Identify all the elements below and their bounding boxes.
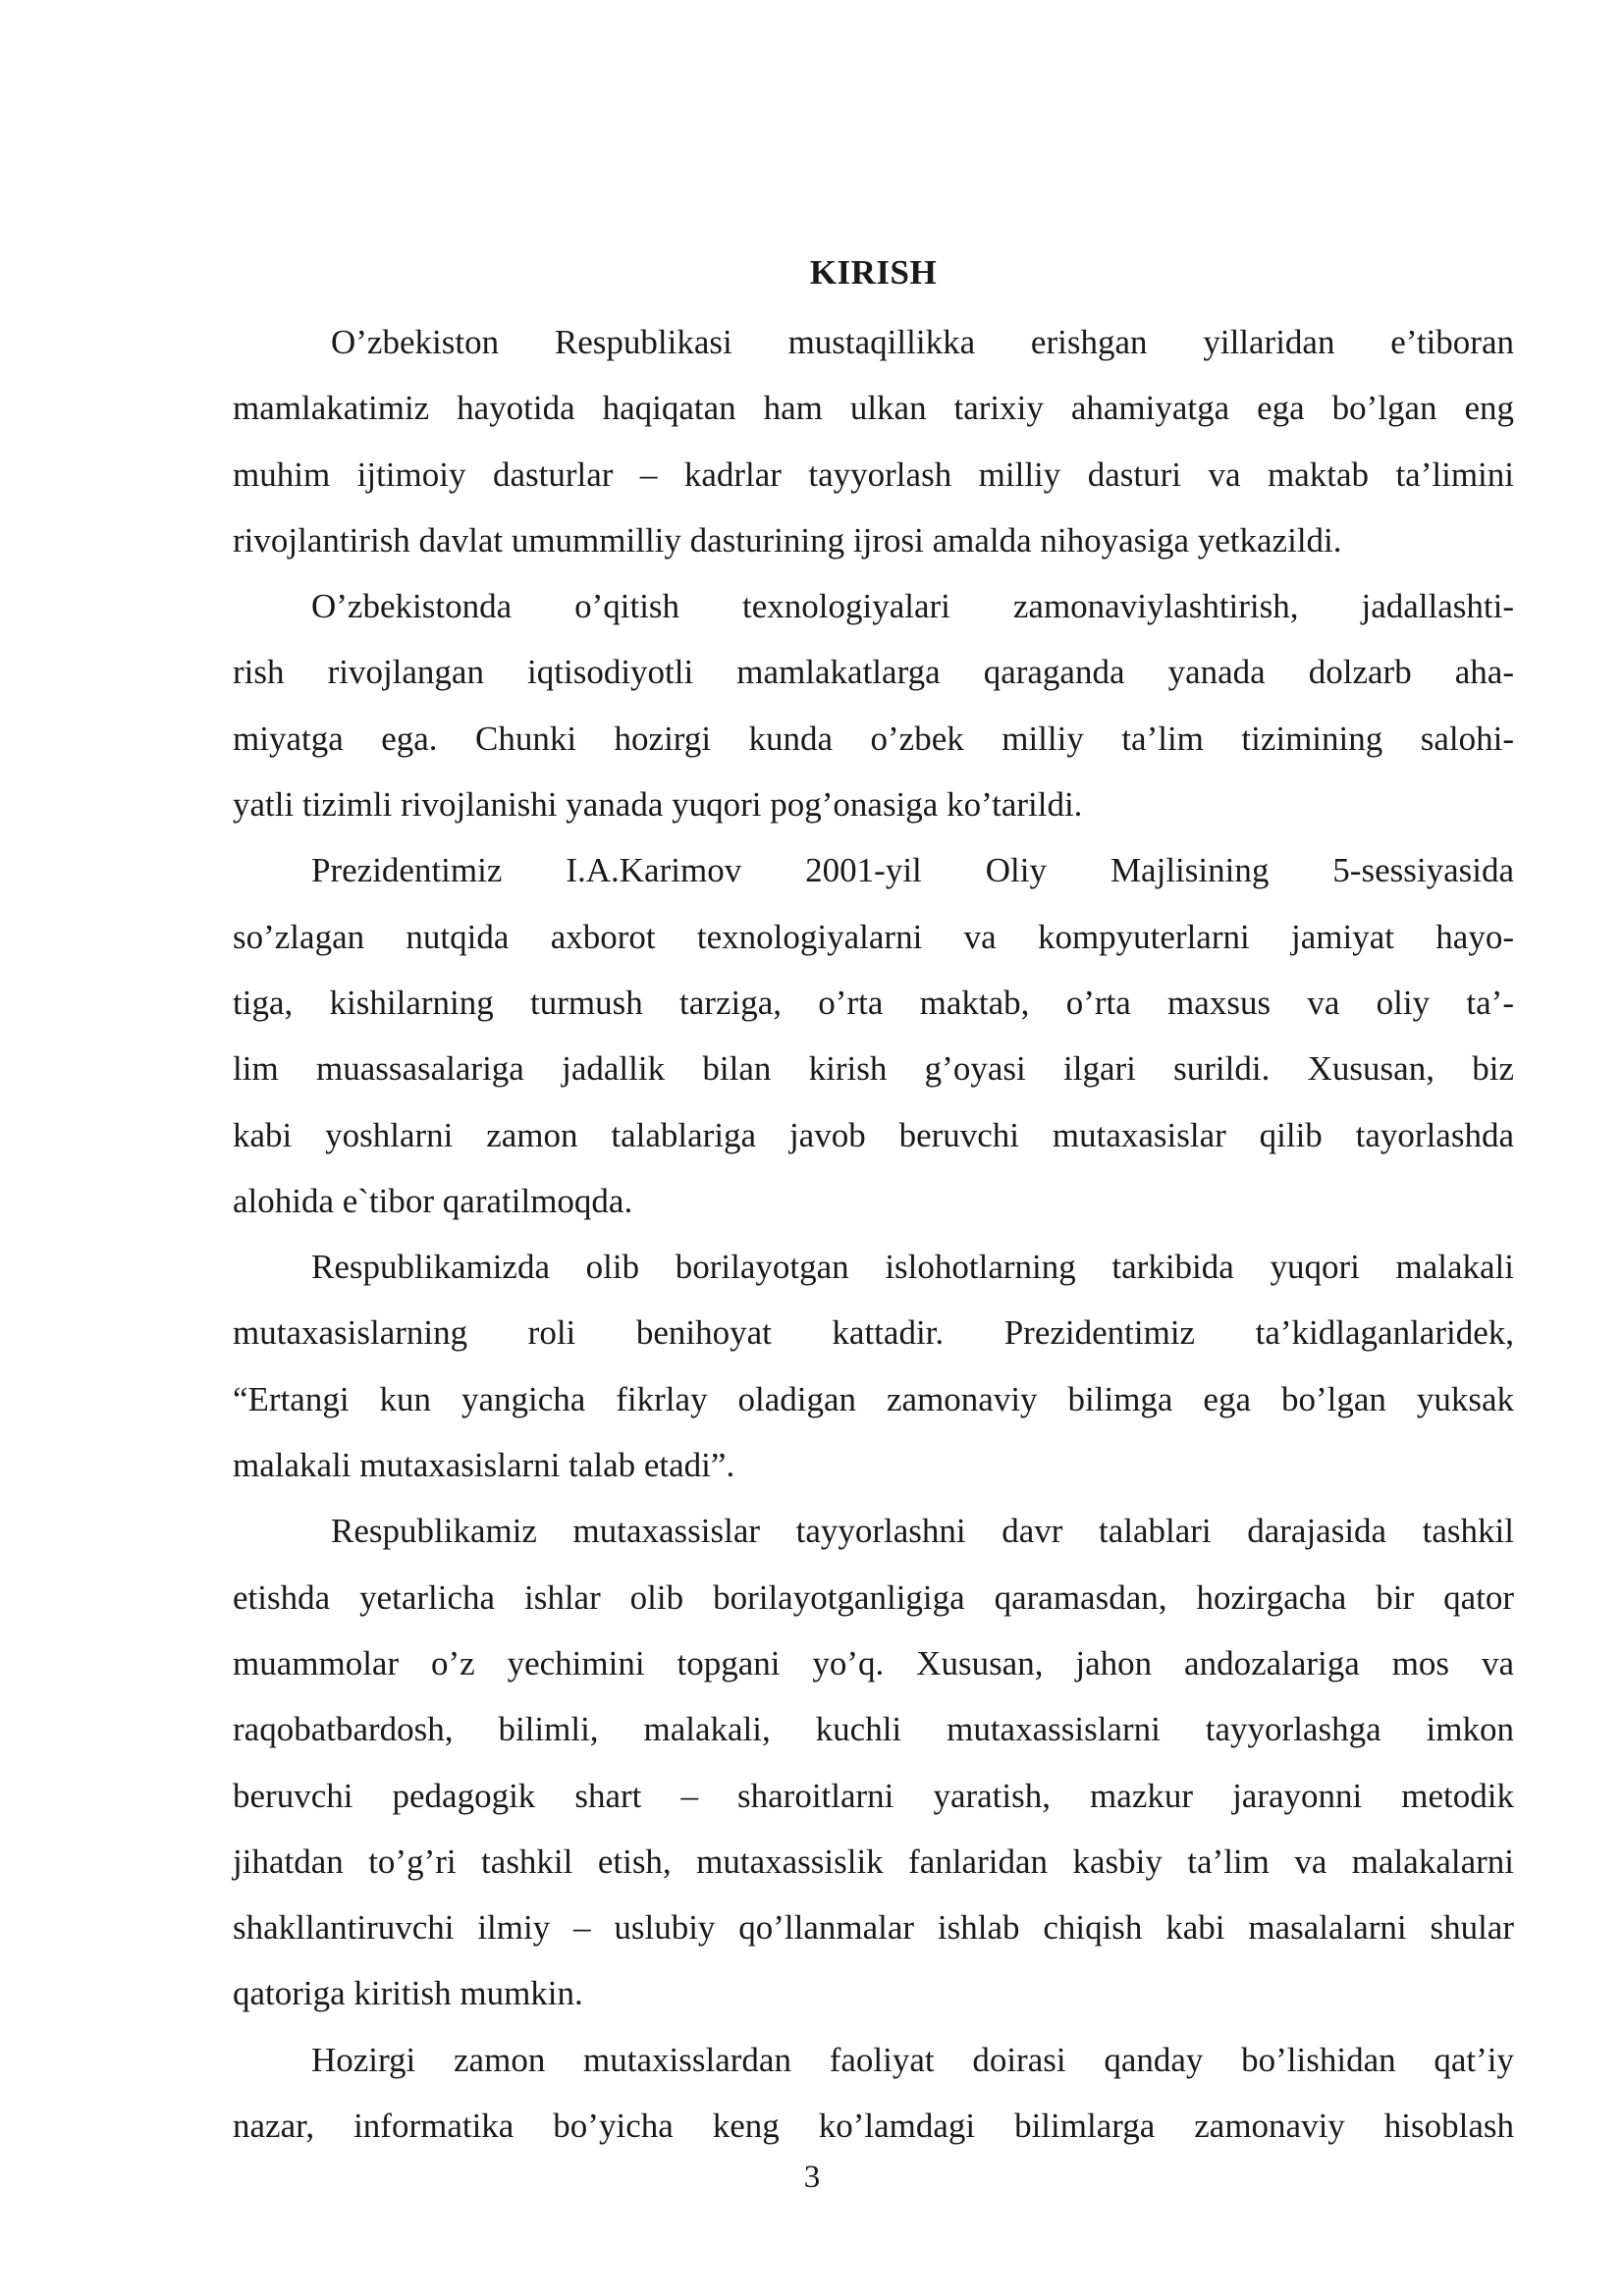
paragraph — [233, 309, 1514, 573]
text-line: Prezidentimiz I.A.Karimov 2001-yil Oliy Majlisining 5-sessiyasida — [311, 851, 1514, 890]
document-page — [233, 245, 1514, 2159]
text-line: Respublikamiz mutaxassislar tayyorlashni davr talablari darajasida tashkil — [331, 1512, 1514, 1551]
text-line: O’zbekistonda o’qitish texnologiyalari zamonaviylashtirish, jadallashti- — [311, 587, 1514, 626]
paragraph — [233, 1234, 1514, 1498]
text-line: so’zlagan nutqida axborot texnologiyalarni va kompyuterlarni jamiyat hayo- — [233, 917, 1514, 956]
text-line: jihatdan to’g’ri tashkil etish, mutaxassislik fanlaridan kasbiy ta’lim va malakalarni — [233, 1842, 1514, 1881]
text-line: nazar, informatika bo’yicha keng ko’lamdagi bilimlarga zamonaviy hisoblash — [233, 2107, 1514, 2146]
document-body — [233, 309, 1514, 2159]
text-line: Respublikamizda olib borilayotgan islohotlarning tarkibida yuqori malakali — [311, 1248, 1514, 1287]
text-line: rivojlantirish davlat umummilliy dasturining ijrosi amalda nihoyasiga yetkazildi. — [233, 520, 1342, 560]
text-line: rish rivojlangan iqtisodiyotli mamlakatlarga qaraganda yanada dolzarb aha- — [233, 653, 1514, 692]
paragraph — [233, 1498, 1514, 2026]
text-line: malakali mutaxasislarni talab etadi”. — [233, 1446, 735, 1485]
text-line: miyatga ega. Chunki hozirgi kunda o’zbek milliy ta’lim tizimining salohi- — [233, 719, 1514, 758]
text-line: lim muassasalariga jadallik bilan kirish g’oyasi ilgari surildi. Xususan, biz — [233, 1049, 1514, 1089]
text-line: qatoriga kiritish mumkin. — [233, 1974, 583, 2013]
text-line: etishda yetarlicha ishlar olib borilayotganligiga qaramasdan, hozirgacha bir qator — [233, 1577, 1514, 1617]
text-line: yatli tizimli rivojlanishi yanada yuqori pog’onasiga ko’tarildi. — [233, 785, 1083, 825]
text-line: muhim ijtimoiy dasturlar – kadrlar tayyorlash milliy dasturi va maktab ta’limini — [233, 454, 1514, 494]
text-line: “Ertangi kun yangicha fikrlay oladigan zamonaviy bilimga ega bo’lgan yuksak — [233, 1379, 1514, 1418]
text-line: mutaxasislarning roli benihoyat kattadir. Prezidentimiz ta’kidlaganlaridek, — [233, 1313, 1514, 1353]
text-line: shakllantiruvchi ilmiy – uslubiy qo’llanmalar ishlab chiqish kabi masalalarni shular — [233, 1908, 1514, 1948]
paragraph — [233, 2027, 1514, 2160]
text-line: O’zbekiston Respublikasi mustaqillikka erishgan yillaridan e’tiboran — [331, 323, 1514, 361]
text-line: raqobatbardosh, bilimli, malakali, kuchli mutaxassislarni tayyorlashga imkon — [233, 1710, 1514, 1749]
text-line: kabi yoshlarni zamon talablariga javob beruvchi mutaxasislar qilib tayorlashda — [233, 1115, 1514, 1154]
text-line: mamlakatimiz hayotida haqiqatan ham ulkan tarixiy ahamiyatga ega bo’lgan eng — [233, 389, 1514, 428]
page-number: 3 — [803, 2160, 821, 2195]
text-line: alohida e`tibor qaratilmoqda. — [233, 1181, 633, 1220]
document-title: KIRISH — [809, 253, 938, 292]
text-line: tiga, kishilarning turmush tarziga, o’rta maktab, o’rta maxsus va oliy ta’- — [233, 983, 1514, 1022]
paragraph — [233, 573, 1514, 837]
text-line: beruvchi pedagogik shart – sharoitlarni yaratish, mazkur jarayonni metodik — [233, 1776, 1514, 1815]
text-line: Hozirgi zamon mutaxisslardan faoliyat doirasi qanday bo’lishidan qat’iy — [311, 2040, 1514, 2079]
paragraph — [233, 837, 1514, 1234]
text-line: muammolar o’z yechimini topgani yo’q. Xususan, jahon andozalariga mos va — [233, 1643, 1514, 1682]
